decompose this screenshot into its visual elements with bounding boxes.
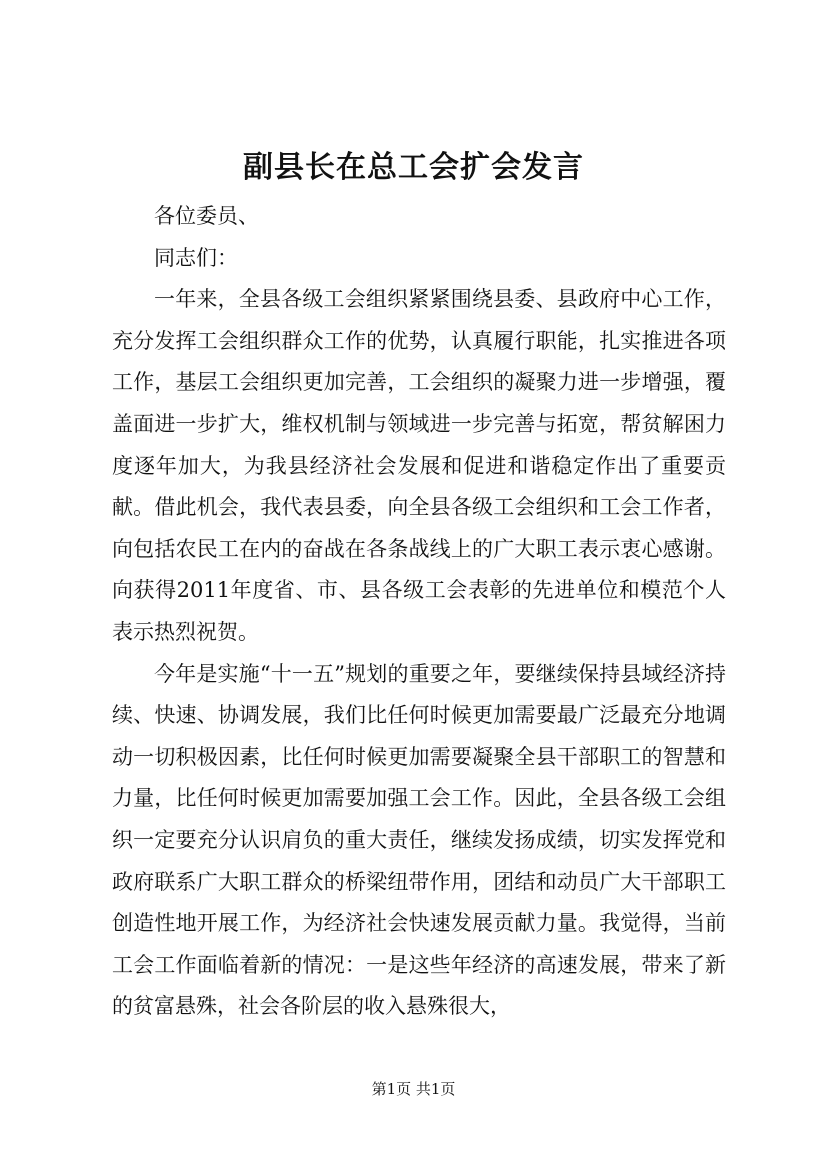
page-number: 第1页 共1页: [371, 1080, 456, 1098]
body-paragraph: 一年来，全县各级工会组织紧紧围绕县委、县政府中心工作，充分发挥工会组织群众工作的优势，认真履行职能，扎实推进各项工作，基层工会组织更加完善，工会组织的凝聚力进一步增强，覆盖面进一步扩大，维权机制与领域进一步完善与拓宽，帮贫解困力度逐年加大，为我县经济社会发展和促进和谐稳定作出了重要贡献。借此机会，我代表县委，向全县各级工会组织和工会工作者，向包括农民工在内的奋战在各条战线上的广大职工表示衷心感谢。向获得2011年度省、市、县各级工会表彰的先进单位和模范个人表示热烈祝贺。: [112, 287, 726, 644]
body-paragraph: 今年是实施“十一五”规划的重要之年，要继续保持县域经济持续、快速、协调发展，我们比任何时候更加需要最广泛最充分地调动一切积极因素，比任何时候更加需要凝聚全县干部职工的智慧和力量，比任何时候更加需要加强工会工作。因此，全县各级工会组织一定要充分认识肩负的重大责任，继续发扬成绩，切实发挥党和政府联系广大职工群众的桥梁纽带作用，团结和动员广大干部职工创造性地开展工作，为经济社会快速发展贡献力量。我觉得，当前工会工作面临着新的情况：一是这些年经济的高速发展，带来了新的贫富悬殊，社会各阶层的收入悬殊很大，: [112, 661, 726, 1019]
salutation-committee: 各位委员、: [154, 204, 259, 228]
document-title: 副县长在总工会扩会发言: [243, 150, 584, 185]
salutation-comrades: 同志们：: [154, 245, 238, 270]
document-body: [112, 196, 726, 1028]
